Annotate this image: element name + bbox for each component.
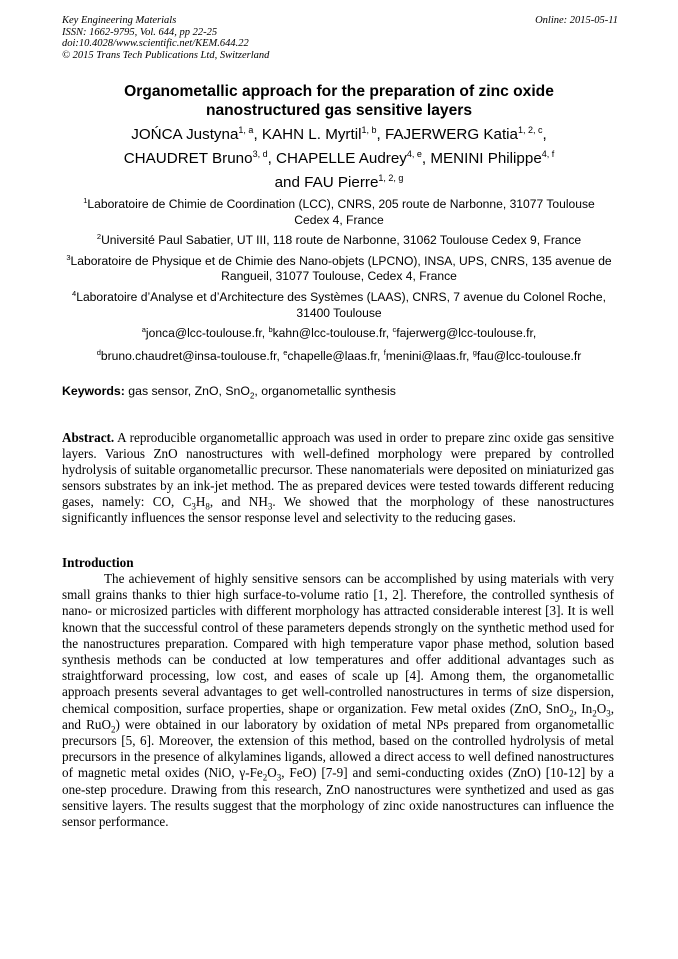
affiliations: [66, 197, 612, 371]
affiliation-3: [66, 254, 612, 285]
abstract: Abstract. A reproducible organometallic approach was used in order to prepare zinc oxide gas sensitive layers. Various ZnO nanostructures with well-defined morphology were prepared by controlled hydrolysis of suitable organometallic precursor. These nanomaterials were deposited on miniaturized gas sensors substrates by an ink-jet method. The as prepared devices were tested towards different reducing gases, namely: CO, $C_3H_8$, and $NH_3$. We showed that the morphology of these nanostructures significantly influences the sensor response level and selectivity to the reducing gases.: [62, 430, 614, 526]
affiliation-number: 3: [66, 252, 71, 262]
author-affil-marks: 4, f: [541, 149, 555, 159]
keywords: Keywords: gas sensor, ZnO, SnO$_2$, organometallic synthesis: [62, 384, 396, 401]
author-affil-marks: 1, 2, g: [378, 173, 404, 183]
author-separator: ,: [542, 126, 547, 143]
author-name: MENINI Philippe: [430, 150, 542, 167]
author-prefix: and: [274, 174, 305, 191]
author-line-2: [60, 147, 618, 171]
author-affil-marks: 4, e: [406, 149, 422, 159]
email-line-1: $^a$jonca@lcc-toulouse.fr, $^b$kahn@lcc-toulouse.fr, $^c$fajerwerg@lcc-toulouse.fr,: [141, 325, 537, 341]
journal-name: Key Engineering Materials: [62, 15, 177, 26]
paper-title: [60, 82, 618, 120]
keywords-label: Keywords:: [62, 384, 125, 398]
email-link[interactable]: menini@laas.fr: [385, 348, 467, 363]
email-link[interactable]: kahn@lcc-toulouse.fr: [272, 326, 386, 341]
author-name: JOŃCA Justyna: [131, 126, 239, 143]
affiliation-4: [66, 290, 612, 321]
author-separator: ,: [267, 150, 277, 167]
email-link[interactable]: bruno.chaudret@insa-toulouse.fr: [100, 348, 277, 363]
author-emails: [66, 326, 612, 364]
email-link[interactable]: fajerwerg@lcc-toulouse.fr: [396, 326, 533, 341]
affiliation-number: 1: [83, 196, 88, 205]
copyright-line: © 2015 Trans Tech Publications Ltd, Switzerland: [62, 49, 270, 61]
abstract-label: Abstract.: [62, 430, 115, 445]
journal-header: [62, 15, 618, 61]
email-link[interactable]: jonca@lcc-toulouse.fr: [145, 326, 262, 341]
author-separator: ,: [376, 126, 385, 143]
affiliation-text: Université Paul Sabatier, UT III, 118 route de Narbonne, 31062 Toulouse Cedex 9, France: [101, 233, 582, 248]
author-affil-marks: 1, a: [238, 125, 254, 135]
affiliation-number: 4: [72, 288, 77, 298]
author-line-3: [60, 171, 618, 195]
affiliation-number: 2: [96, 232, 102, 242]
author-affil-marks: 1, 2, c: [518, 125, 543, 135]
affiliation-2: [66, 233, 612, 249]
title-line-1: Organometallic approach for the preparation of zinc oxide: [124, 83, 554, 100]
author-name: KAHN L. Myrtil: [261, 126, 362, 143]
author-list: [60, 123, 618, 195]
author-separator: ,: [421, 150, 431, 167]
title-line-2: nanostructured gas sensitive layers: [205, 102, 473, 119]
author-name: CHAPELLE Audrey: [276, 150, 407, 167]
email-line-2: $^d$bruno.chaudret@insa-toulouse.fr, $^e$chapelle@laas.fr, $^f$menini@laas.fr, $^g$fau@lcc-toulouse.fr: [96, 347, 582, 363]
author-name: FAJERWERG Katia: [384, 126, 519, 143]
author-separator: ,: [253, 126, 262, 143]
doi-line: doi:10.4028/www.scientific.net/KEM.644.22: [62, 38, 249, 50]
affiliation-text: Laboratoire de Physique et de Chimie des Nano-objets (LPCNO), INSA, UPS, CNRS, 135 avenue de Rangueil, 31077 Toulouse, Cedex 4, France: [70, 253, 612, 284]
email-link[interactable]: chapelle@laas.fr: [287, 348, 378, 363]
author-name: FAU Pierre: [304, 174, 379, 191]
email-link[interactable]: fau@lcc-toulouse.fr: [476, 348, 582, 363]
introduction-heading: Introduction: [62, 555, 134, 570]
author-name: CHAUDRET Bruno: [123, 150, 253, 167]
issn-line: ISSN: 1662-9795, Vol. 644, pp 22-25: [62, 26, 218, 38]
author-line-1: [60, 123, 618, 147]
author-affil-marks: 1, b: [361, 125, 377, 135]
affiliation-text: Laboratoire de Chimie de Coordination (LCC), CNRS, 205 route de Narbonne, 31077 Toulouse Cedex 4, France: [87, 197, 595, 227]
online-date: Online: 2015-05-11: [535, 15, 618, 26]
introduction-paragraph: The achievement of highly sensitive sensors can be accomplished by using materials with very small grains thanks to thier high surface-to-volume ratio [1, 2]. Therefore, the controlled synthesis of nano- or microsized particles with different morphology has attracted considerable interest [3]. It is well known that the successful control of these parameters depends strongly on the synthetic method used for the nanostructures preparation. Compared with high temperature vapor phase method, solution based synthesis methods can be conducted at low temperatures and offer additional advantages such as straightforward processing, low cost, and eases of scale up [4]. Among them, the organometallic approach presents several advantages to get well-controlled nanostructures in terms of size dispersion, chemical composition, surface properties, shape or organization. Few metal oxides (ZnO, SnO$_2$, $In_2O_3$, and RuO$_2$) were obtained in our laboratory by oxidation of metal NPs prepared from organometallic precursors [5, 6]. Moreover, the extension of this method, based on the controlled hydrolysis of metal precursors in the presence of alkylamines ligands, allowed a direct access to well defined nanostructures of magnetic metal oxides (NiO, $\gamma-Fe_2O_3$, FeO) [7-9] and semi-conducting oxides (ZnO) [10-12] by a one-step procedure. Drawing from this research, ZnO nanostructures were synthetized and used as gas sensitive layers. The results suggest that the morphology of zinc oxide nanostructures can influence the sensor performance.: [62, 571, 614, 830]
affiliation-text: Laboratoire d’Analyse et d’Architecture des Systèmes (LAAS), CNRS, 7 avenue du Colonel Roche, 31400 Toulouse: [76, 289, 606, 320]
affiliation-1: [66, 197, 612, 228]
author-affil-marks: 3, d: [252, 149, 268, 159]
